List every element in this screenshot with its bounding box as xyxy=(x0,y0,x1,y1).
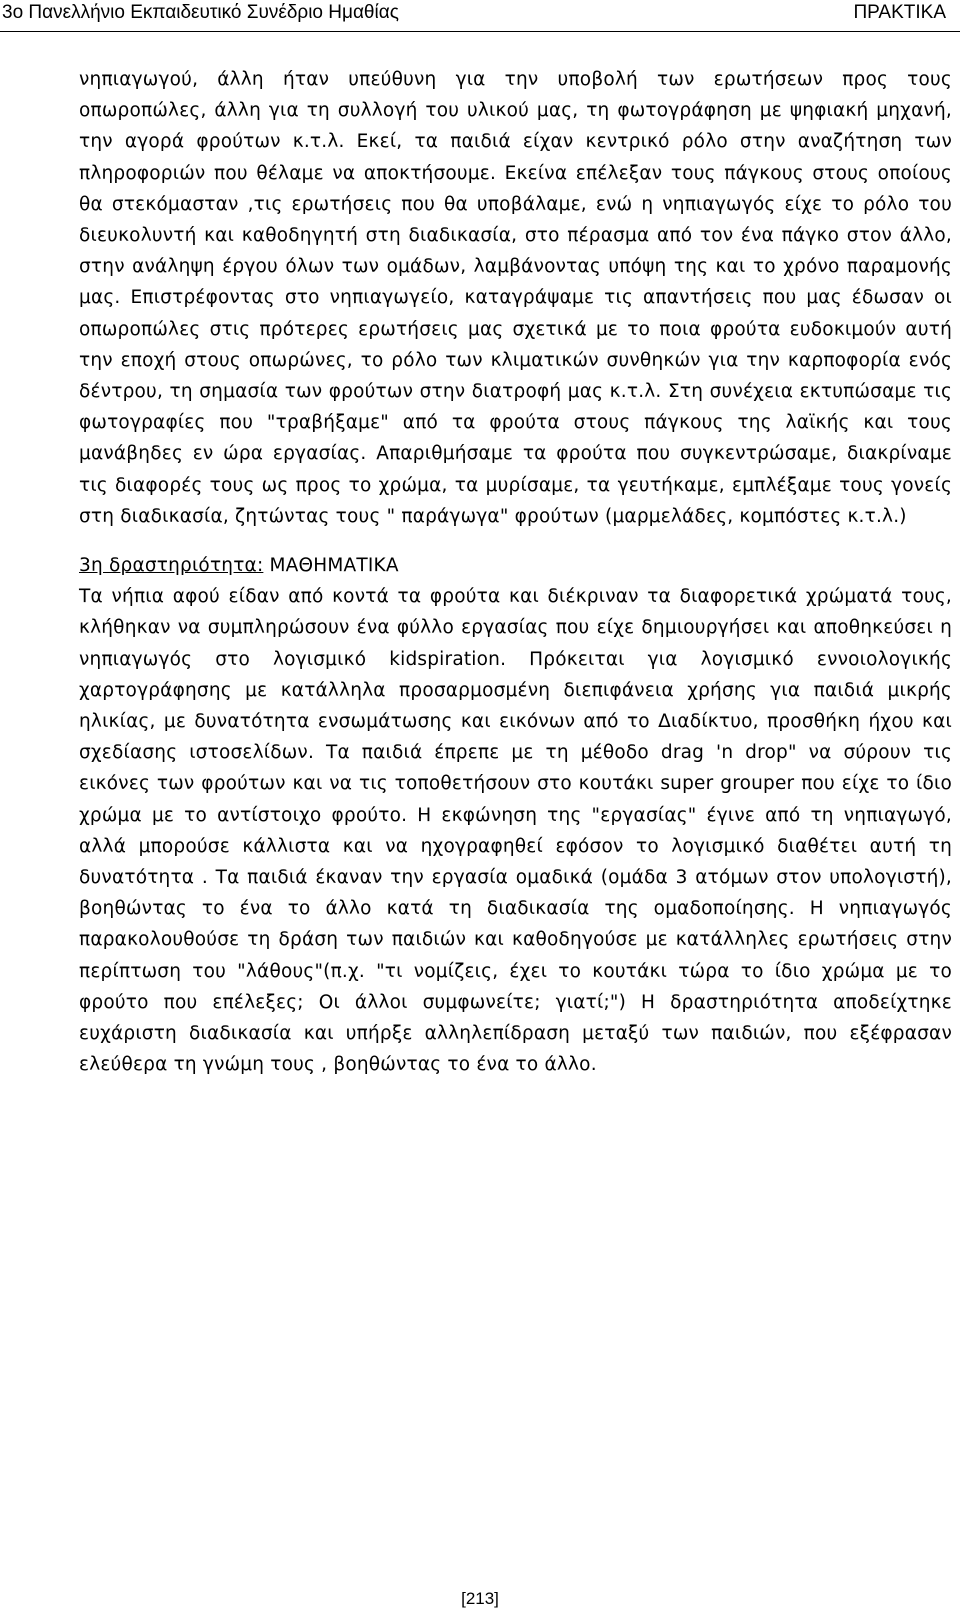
paragraph-math-activity: Τα νήπια αφού είδαν από κοντά τα φρούτα και διέκριναν τα διαφορετικά χρώματά τους, κλήθηκαν να συμπληρώσουν ένα φύλλο εργασίας που είχε δημιουργήσει και αποθηκεύσει η νηπιαγωγός στο λογισμικό kidspiration. Πρόκειται για λογισμικό εννοιολογικής χαρτογράφησης με κατάλληλα προσαρμοσμένη διεπιφάνεια χρήσης για παιδιά μικρής ηλικίας, με δυνατότητα ενσωμάτωσης και εικόνων από το Διαδίκτυο, προσθήκη ήχου και σχεδίασης ιστοσελίδων. Τα παιδιά έπρεπε με τη μέθοδο drag 'n drop" να σύρουν τις εικόνες των φρούτων και να τις τοποθετήσουν στο κουτάκι super grouper που είχε το ίδιο χρώμα με το αντίστοιχο φρούτο. Η εκφώνηση της "εργασίας" έγινε από τη νηπιαγωγό, αλλά μπορούσε κάλλιστα και να ηχογραφηθεί εφόσον το λογισμικό διαθέτει αυτή τη δυνατότητα . Τα παιδιά έκαναν την εργασία ομαδικά (ομάδα 3 ατόμων στον υπολογιστή), βοηθώντας το ένα το άλλο κατά τη διαδικασία της ομαδοποίησης. Η νηπιαγωγός παρακολουθούσε τη δράση των παιδιών και καθοδηγούσε με κατάλληλες ερωτήσεις στην περίπτωση του "λάθους"(π.χ. "τι νομίζεις, έχει το κουτάκι τώρα το ίδιο χρώμα με το φρούτο που επέλεξες; Οι άλλοι συμφωνείτε; γιατί;") Η δραστηριότητα αποδείχτηκε ευχάριστη διαδικασία και υπήρξε αλληλεπίδραση μεταξύ των παιδιών, που εξέφρασαν ελεύθερα τη γνώμη τους , βοηθώντας το ένα το άλλο. xyxy=(79,586,952,1076)
paragraph-continued: νηπιαγωγού, άλλη ήταν υπεύθυνη για την υποβολή των ερωτήσεων προς τους οπωροπώλες, άλλη για τη συλλογή του υλικού μας, τη φωτογράφηση με ψηφιακή μηχανή, την αγορά φρούτων κ.τ.λ. Εκεί, τα παιδιά είχαν κεντρικό ρόλο στην αναζήτηση των πληροφοριών που θέλαμε να αποκτήσουμε. Εκείνα επέλεξαν τους πάγκους στους οποίους θα στεκόμασταν ,τις ερωτήσεις που θα υποβάλαμε, ενώ η νηπιαγωγός είχε το ρόλο του διευκολυντή και καθοδηγητή στη διαδικασία, στο πέρασμα από τον ένα πάγκο στον άλλο, στην ανάληψη έργου όλων των ομάδων, λαμβάνοντας υπόψη της και το χρόνο παραμονής μας. Επιστρέφοντας στο νηπιαγωγείο, καταγράψαμε τις απαντήσεις που μας έδωσαν οι οπωροπώλες στις πρότερες ερωτήσεις μας σχετικά με το ποια φρούτα ευδοκιμούν αυτή την εποχή στους οπωρώνες, το ρόλο των κλιματικών συνθηκών για την καρποφορία ενός δέντρου, τη σημασία των φρούτων στην διατροφή μας κ.τ.λ. Στη συνέχεια εκτυπώσαμε τις φωτογραφίες που "τραβήξαμε" από τα φρούτα στους πάγκους της λαϊκής και τους μανάβηδες εν ώρα εργασίας. Απαριθμήσαμε τα φρούτα που συγκεντρώσαμε, διακρίναμε τις διαφορές τους ως προς το χρώμα, τα μυρίσαμε, τα γευτήκαμε, εμπλέξαμε τους γονείς στη διαδικασία, ζητώντας τους " παράγωγα" φρούτων (μαρμελάδες, κομπόστες κ.τ.λ.) xyxy=(79,69,952,527)
section-heading-label: 3η δραστηριότητα: xyxy=(79,555,264,577)
document-body xyxy=(79,64,952,1081)
section-heading-title: ΜΑΘΗΜΑΤΙΚΑ xyxy=(263,555,399,577)
page-header xyxy=(0,0,960,32)
section-heading xyxy=(79,550,952,581)
conference-title: 3ο Πανελλήνιο Εκπαιδευτικό Συνέδριο Ημαθίας xyxy=(2,2,399,23)
section-label-proceedings: ΠΡΑΚΤΙΚΑ xyxy=(853,2,946,23)
page-number: [213] xyxy=(461,1589,499,1608)
